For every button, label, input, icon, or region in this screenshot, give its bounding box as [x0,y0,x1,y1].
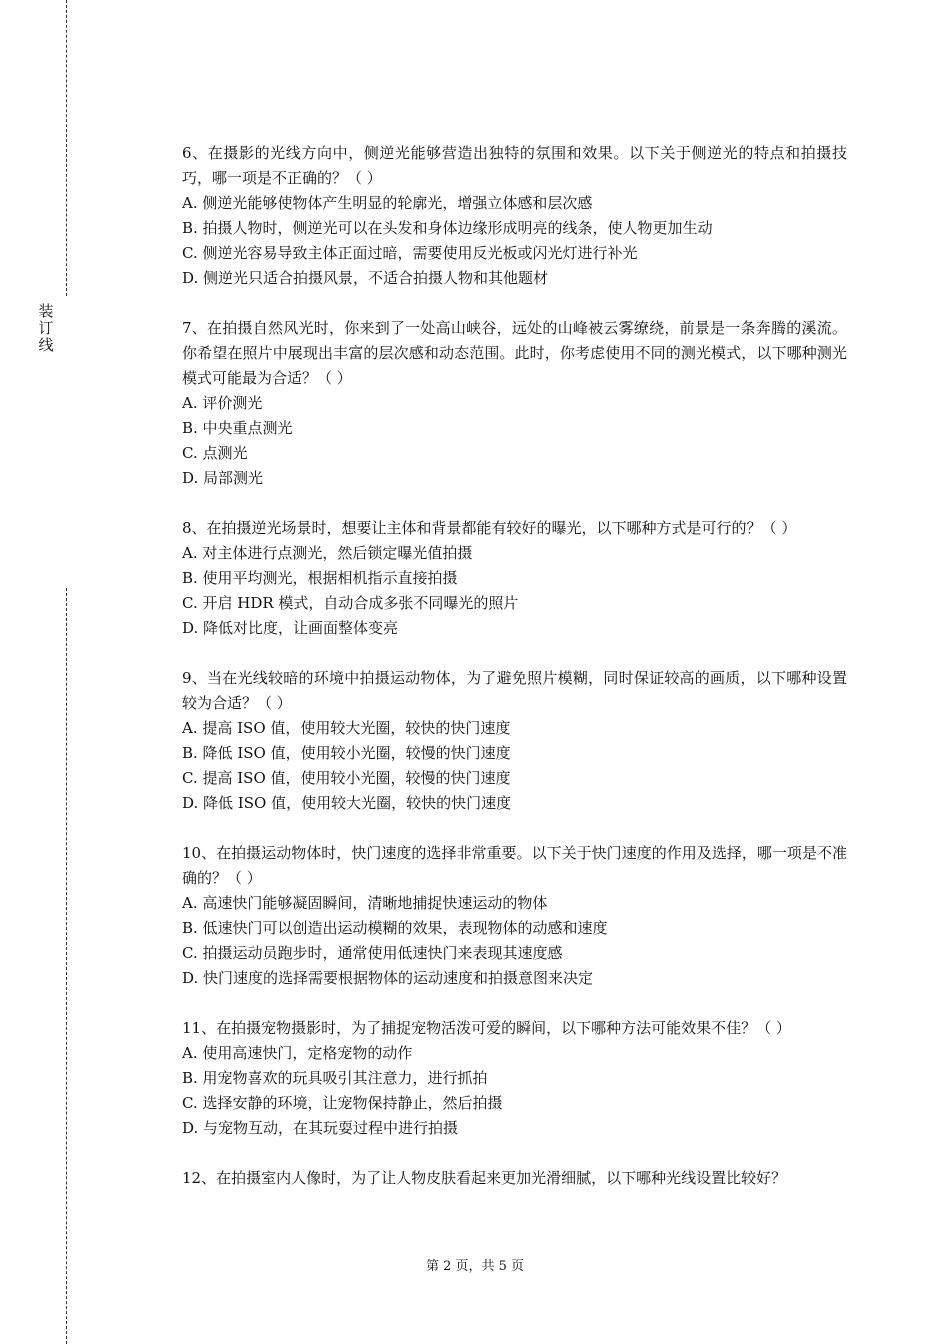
option-a: A. 使用高速快门，定格宠物的动作 [182,1044,413,1062]
option-a: A. 高速快门能够凝固瞬间，清晰地捕捉快速运动的物体 [182,894,548,912]
question-9 [182,666,847,816]
question-stem: 6、在摄影的光线方向中，侧逆光能够营造出独特的氛围和效果。以下关于侧逆光的特点和拍摄技巧，哪一项是不正确的？（ ） [182,144,847,187]
option-d: D. 降低 ISO 值，使用较大光圈，较快的快门速度 [182,794,512,812]
question-stem: 8、在拍摄逆光场景时，想要让主体和背景都能有较好的曝光，以下哪种方式是可行的？（ ） [182,519,797,537]
option-c: C. 提高 ISO 值，使用较小光圈，较慢的快门速度 [182,769,511,787]
option-c: C. 选择安静的环境，让宠物保持静止，然后拍摄 [182,1094,503,1112]
question-11 [182,1016,847,1141]
option-a: A. 评价测光 [182,394,263,412]
option-c: C. 开启 HDR 模式，自动合成多张不同曝光的照片 [182,594,519,612]
question-stem: 7、在拍摄自然风光时，你来到了一处高山峡谷，远处的山峰被云雾缭绕，前景是一条奔腾的溪流。你希望在照片中展现出丰富的层次感和动态范围。此时，你考虑使用不同的测光模式，以下哪种测光模式可能最为合适？（ ） [182,319,847,387]
option-d: D. 侧逆光只适合拍摄风景，不适合拍摄人物和其他题材 [182,269,549,287]
page-number: 第 2 页，共 5 页 [425,1259,525,1274]
binding-label-char: 订 [38,319,54,337]
binding-label-char: 装 [38,302,54,320]
binding-label [37,303,55,354]
option-c: C. 侧逆光容易导致主体正面过暗，需要使用反光板或闪光灯进行补光 [182,244,638,262]
option-c: C. 点测光 [182,444,248,462]
question-list [182,141,847,1216]
option-d: D. 快门速度的选择需要根据物体的运动速度和拍摄意图来决定 [182,969,594,987]
option-d: D. 与宠物互动，在其玩耍过程中进行拍摄 [182,1119,459,1137]
option-b: B. 拍摄人物时，侧逆光可以在头发和身体边缘形成明亮的线条，使人物更加生动 [182,219,713,237]
option-b: B. 低速快门可以创造出运动模糊的效果，表现物体的动感和速度 [182,919,608,937]
option-c: C. 拍摄运动员跑步时，通常使用低速快门来表现其速度感 [182,944,563,962]
question-7 [182,316,847,491]
question-10 [182,841,847,991]
binding-line-bottom [66,588,67,1344]
question-12 [182,1166,847,1191]
question-stem: 10、在拍摄运动物体时，快门速度的选择非常重要。以下关于快门速度的作用及选择，哪一项是不准确的？（ ） [182,844,847,887]
question-stem: 9、当在光线较暗的环境中拍摄运动物体，为了避免照片模糊，同时保证较高的画质，以下哪种设置较为合适？（ ） [182,669,847,712]
option-b: B. 中央重点测光 [182,419,293,437]
option-b: B. 使用平均测光，根据相机指示直接拍摄 [182,569,458,587]
option-a: A. 对主体进行点测光，然后锁定曝光值拍摄 [182,544,473,562]
binding-label-char: 线 [38,336,54,354]
option-a: A. 提高 ISO 值，使用较大光圈，较快的快门速度 [182,719,511,737]
option-b: B. 用宠物喜欢的玩具吸引其注意力，进行抓拍 [182,1069,488,1087]
question-6 [182,141,847,291]
option-a: A. 侧逆光能够使物体产生明显的轮廓光，增强立体感和层次感 [182,194,593,212]
binding-line-top [66,0,67,296]
option-d: D. 降低对比度，让画面整体变亮 [182,619,399,637]
option-d: D. 局部测光 [182,469,264,487]
option-b: B. 降低 ISO 值，使用较小光圈，较慢的快门速度 [182,744,511,762]
question-8 [182,516,847,641]
question-stem: 12、在拍摄室内人像时，为了让人物皮肤看起来更加光滑细腻，以下哪种光线设置比较好？ [182,1169,787,1187]
question-stem: 11、在拍摄宠物摄影时，为了捕捉宠物活泼可爱的瞬间，以下哪种方法可能效果不佳？（ ） [182,1019,791,1037]
